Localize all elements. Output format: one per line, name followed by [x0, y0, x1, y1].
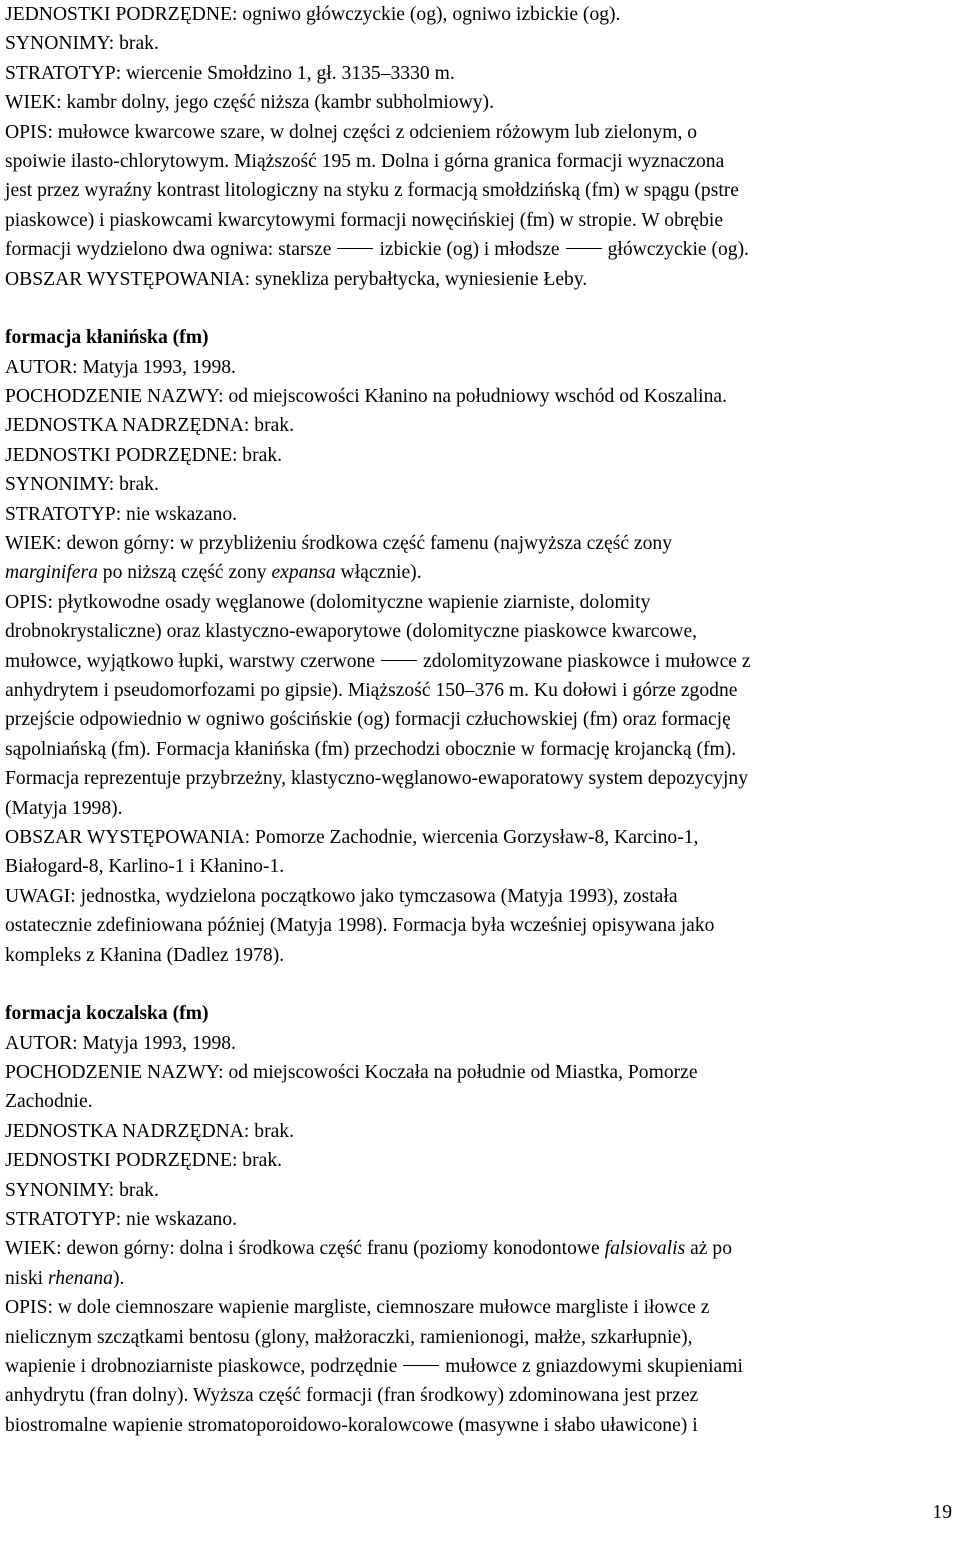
remarks-line: UWAGI: jednostka, wydzielona początkowo jako tymczasowa (Matyja 1993), została: [5, 885, 678, 907]
description-line: Formacja reprezentuje przybrzeżny, klastyczno-węglanowo-ewaporatowy system depozycyjny: [5, 768, 748, 790]
name-origin-line: POCHODZENIE NAZWY: od miejscowości Koczała na południe od Miastka, Pomorze: [5, 1062, 698, 1084]
em-dash: [566, 248, 602, 249]
em-dash: [403, 1365, 439, 1366]
subunits-line: JEDNOSTKI PODRZĘDNE: ogniwo główczyckie (og), ogniwo izbickie (og).: [5, 4, 621, 25]
spacer: [5, 970, 955, 999]
text-span: po niższą część zony: [97, 562, 272, 584]
synonyms-line: SYNONIMY: brak.: [5, 1179, 159, 1201]
remarks-line: kompleks z Kłanina (Dadlez 1978).: [5, 944, 285, 966]
description-line: jest przez wyraźny kontrast litologiczny na styku z formacją smołdzińską (fm) w spągu (pstre: [5, 180, 740, 202]
text-span: aż po: [685, 1238, 732, 1260]
description-line: biostromalne wapienie stromatoporoidowo-koralowcowe (masywne i słabo uławicone) i: [5, 1414, 698, 1436]
stratotype-line: STRATOTYP: nie wskazano.: [5, 503, 238, 525]
occurrence-area-line: Białogard-8, Karlino-1 i Kłanino-1.: [5, 856, 285, 878]
italic-term: falsiovalis: [604, 1238, 686, 1260]
synonyms-line: SYNONIMY: brak.: [5, 33, 159, 55]
description-line: OPIS: w dole ciemnoszare wapienie margliste, ciemnoszare mułowce margliste i iłowce z: [5, 1297, 710, 1319]
subunits-line: JEDNOSTKI PODRZĘDNE: brak.: [5, 444, 283, 466]
remarks-line: ostatecznie zdefiniowana później (Matyja 1998). Formacja była wcześniej opisywana jako: [5, 915, 715, 937]
text-span: włącznie).: [335, 562, 422, 584]
description-line: OPIS: mułowce kwarcowe szare, w dolnej części z odcieniem różowym lub zielonym, o: [5, 121, 698, 143]
text-span: mułowce, wyjątkowo łupki, warstwy czerwone: [5, 650, 376, 672]
text-span: niski: [5, 1267, 49, 1289]
spacer: [5, 294, 955, 323]
description-line: drobnokrystaliczne) oraz klastyczno-ewaporytowe (dolomityczne piaskowce kwarcowe,: [5, 621, 698, 643]
description-line: spoiwie ilasto-chlorytowym. Miąższość 195 m. Dolna i górna granica formacji wyznaczona: [5, 150, 725, 172]
description-line: anhydrytem i pseudomorfozami po gipsie). Miąższość 150–376 m. Ku dołowi i górze zgodne: [5, 679, 738, 701]
age-line: WIEK: dewon górny: w przybliżeniu środkowa część famenu (najwyższa część zony: [5, 533, 673, 555]
description-line: [5, 1352, 955, 1381]
section-klaninska: [5, 323, 955, 970]
page-number: 19: [932, 1502, 952, 1523]
occurrence-area-line: OBSZAR WYSTĘPOWANIA: Pomorze Zachodnie, wiercenia Gorzysław-8, Karcino-1,: [5, 826, 699, 848]
text-span: formacji wydzielono dwa ogniwa: starsze: [5, 239, 332, 261]
name-origin-line: POCHODZENIE NAZWY: od miejscowości Kłanino na południowy wschód od Koszalina.: [5, 386, 727, 408]
synonyms-line: SYNONIMY: brak.: [5, 474, 159, 496]
description-line: anhydrytu (fran dolny). Wyższa część formacji (fran środkowy) zdominowana jest przez: [5, 1385, 699, 1407]
italic-term: rhenana: [48, 1267, 113, 1289]
subunits-line: JEDNOSTKI PODRZĘDNE: brak.: [5, 1150, 283, 1172]
description-line: nielicznym szczątkami bentosu (glony, małżoraczki, ramienionogi, małże, szkarłupnie),: [5, 1326, 693, 1348]
text-span: WIEK: dewon górny: dolna i środkowa część franu (poziomy konodontowe: [5, 1238, 605, 1260]
section-heading: formacja kłanińska (fm): [5, 327, 209, 349]
text-span: mułowce z gniazdowymi skupieniami: [445, 1355, 743, 1377]
description-line: piaskowce) i piaskowcami kwarcytowymi formacji nowęcińskiej (fm) w stropie. W obrębie: [5, 209, 724, 231]
age-line: [5, 1234, 955, 1263]
text-span: główczyckie (og).: [607, 239, 750, 261]
description-line: [5, 647, 955, 676]
text-span: wapienie i drobnoziarniste piaskowce, podrzędnie: [5, 1355, 398, 1377]
age-line: [5, 1264, 955, 1293]
section-koczalska: [5, 999, 955, 1440]
stratotype-line: STRATOTYP: wiercenie Smołdzino 1, gł. 3135–3330 m.: [5, 62, 455, 84]
em-dash: [381, 660, 417, 661]
section-heading: formacja koczalska (fm): [5, 1003, 209, 1025]
description-line: OPIS: płytkowodne osady węglanowe (dolomityczne wapienie ziarniste, dolomity: [5, 591, 651, 613]
description-line: (Matyja 1998).: [5, 797, 123, 819]
author-line: AUTOR: Matyja 1993, 1998.: [5, 1032, 236, 1054]
text-span: ).: [112, 1267, 125, 1289]
age-line: [5, 558, 955, 587]
text-span: izbickie (og) i młodsze: [379, 239, 560, 261]
occurrence-area-line: OBSZAR WYSTĘPOWANIA: synekliza perybałtycka, wyniesienie Łeby.: [5, 268, 588, 290]
description-line: przejście odpowiednio w ogniwo gościńskie (og) formacji człuchowskiej (fm) oraz formację: [5, 709, 731, 731]
parent-unit-line: JEDNOSTKA NADRZĘDNA: brak.: [5, 1120, 294, 1142]
parent-unit-line: JEDNOSTKA NADRZĘDNA: brak.: [5, 415, 294, 437]
stratotype-line: STRATOTYP: nie wskazano.: [5, 1209, 238, 1231]
description-line: [5, 235, 955, 264]
description-line: sąpolniańską (fm). Formacja kłanińska (fm) przechodzi obocznie w formację krojancką (fm).: [5, 738, 737, 760]
name-origin-line: Zachodnie.: [5, 1091, 93, 1113]
author-line: AUTOR: Matyja 1993, 1998.: [5, 356, 236, 378]
text-span: zdolomityzowane piaskowce i mułowce z: [423, 650, 751, 672]
italic-term: marginifera: [5, 562, 98, 584]
age-line: WIEK: kambr dolny, jego część niższa (kambr subholmiowy).: [5, 92, 494, 114]
document-page: [5, 0, 955, 1543]
italic-term: expansa: [271, 562, 336, 584]
section-previous-formation: [5, 0, 955, 294]
em-dash: [337, 248, 373, 249]
